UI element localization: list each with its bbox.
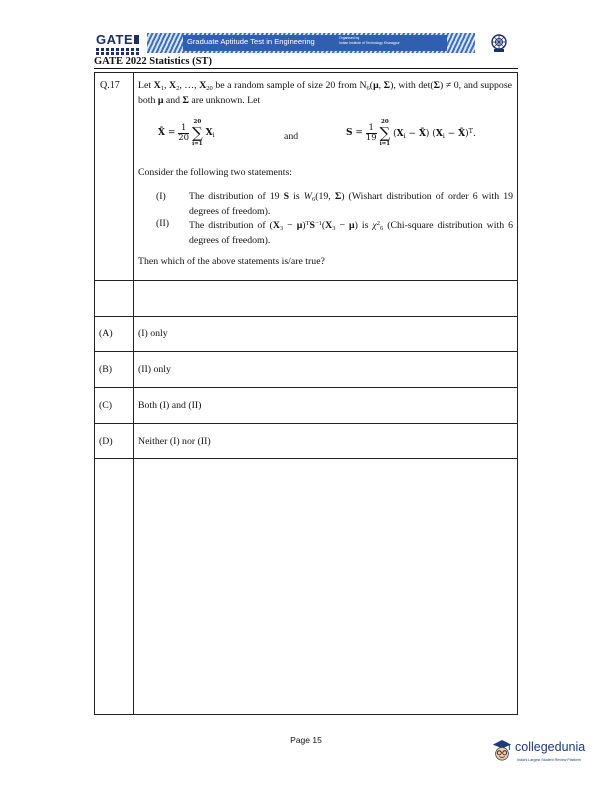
consider-statements: Consider the following two statements: [138,167,293,178]
sample-mean-formula: X̄ = $\frac{1}{20}$ 20 ∑ i=1 $X_i$ [158,119,215,147]
organised-by-label: Organised by [339,36,360,40]
student-mascot-icon [491,738,513,764]
question-number: Q.17 [100,80,120,91]
page-number: Page 15 [290,735,322,745]
brand-name: collegedunia [515,740,586,754]
option-c[interactable]: Both (I) and (II) [138,400,202,411]
option-label: (A) [99,328,113,339]
row-divider [95,316,517,317]
collegedunia-logo[interactable] [491,738,611,768]
title-divider [94,68,518,69]
gate-logo [96,33,146,55]
row-divider [95,458,517,459]
statement-label: (I) [156,191,166,202]
option-label: (C) [99,400,113,411]
row-divider [95,387,517,388]
gate-logo-text: GATE [96,32,134,47]
statement-text: The distribution of $(X_3 - \mu)^TS^{-1}(X_3 - \mu)$ is $\chi^2_6$ (Chi-square distribution with 6 degrees of freedom). [189,220,513,246]
banner-title: Graduate Aptitude Test in Engineering [187,37,315,46]
statement-text: The distribution of 19 S is $W_6(19$, Σ) (Wishart distribution of order 6 with 19 degrees of freedom). [189,191,513,217]
brand-tagline: India's Largest Student Review Platform [517,758,581,762]
sample-covariance-formula: S = $\frac{1}{19}$ 20 ∑ i=1 ($X_i$ − X̄) ($X_i$ − X̄)$^T$. [346,119,476,147]
column-divider [133,73,134,714]
institute-name: Indian Institute of Technology Kharagpur [339,41,400,45]
question-prompt: Then which of the above statements is/are true? [138,256,325,267]
iit-kharagpur-emblem-icon [489,33,509,53]
option-b[interactable]: (II) only [138,364,171,375]
paper-title: GATE 2022 Statistics (ST) [94,56,212,67]
question-stem: Let $X_1$, $X_2$, …, $X_{20}$ be a random sample of size 20 from $N_6(\mu$, Σ), with det(Σ) ≠ 0, and suppose both μ and Σ are unknown. Let [138,80,512,106]
row-divider [95,423,517,424]
option-a[interactable]: (I) only [138,328,168,339]
row-divider [95,351,517,352]
option-d[interactable]: Neither (I) nor (II) [138,436,211,447]
header-banner [147,33,475,53]
row-divider [95,280,517,281]
formula-and: and [284,131,299,142]
option-label: (B) [99,364,113,375]
statement-label: (II) [156,218,170,229]
option-label: (D) [99,436,113,447]
